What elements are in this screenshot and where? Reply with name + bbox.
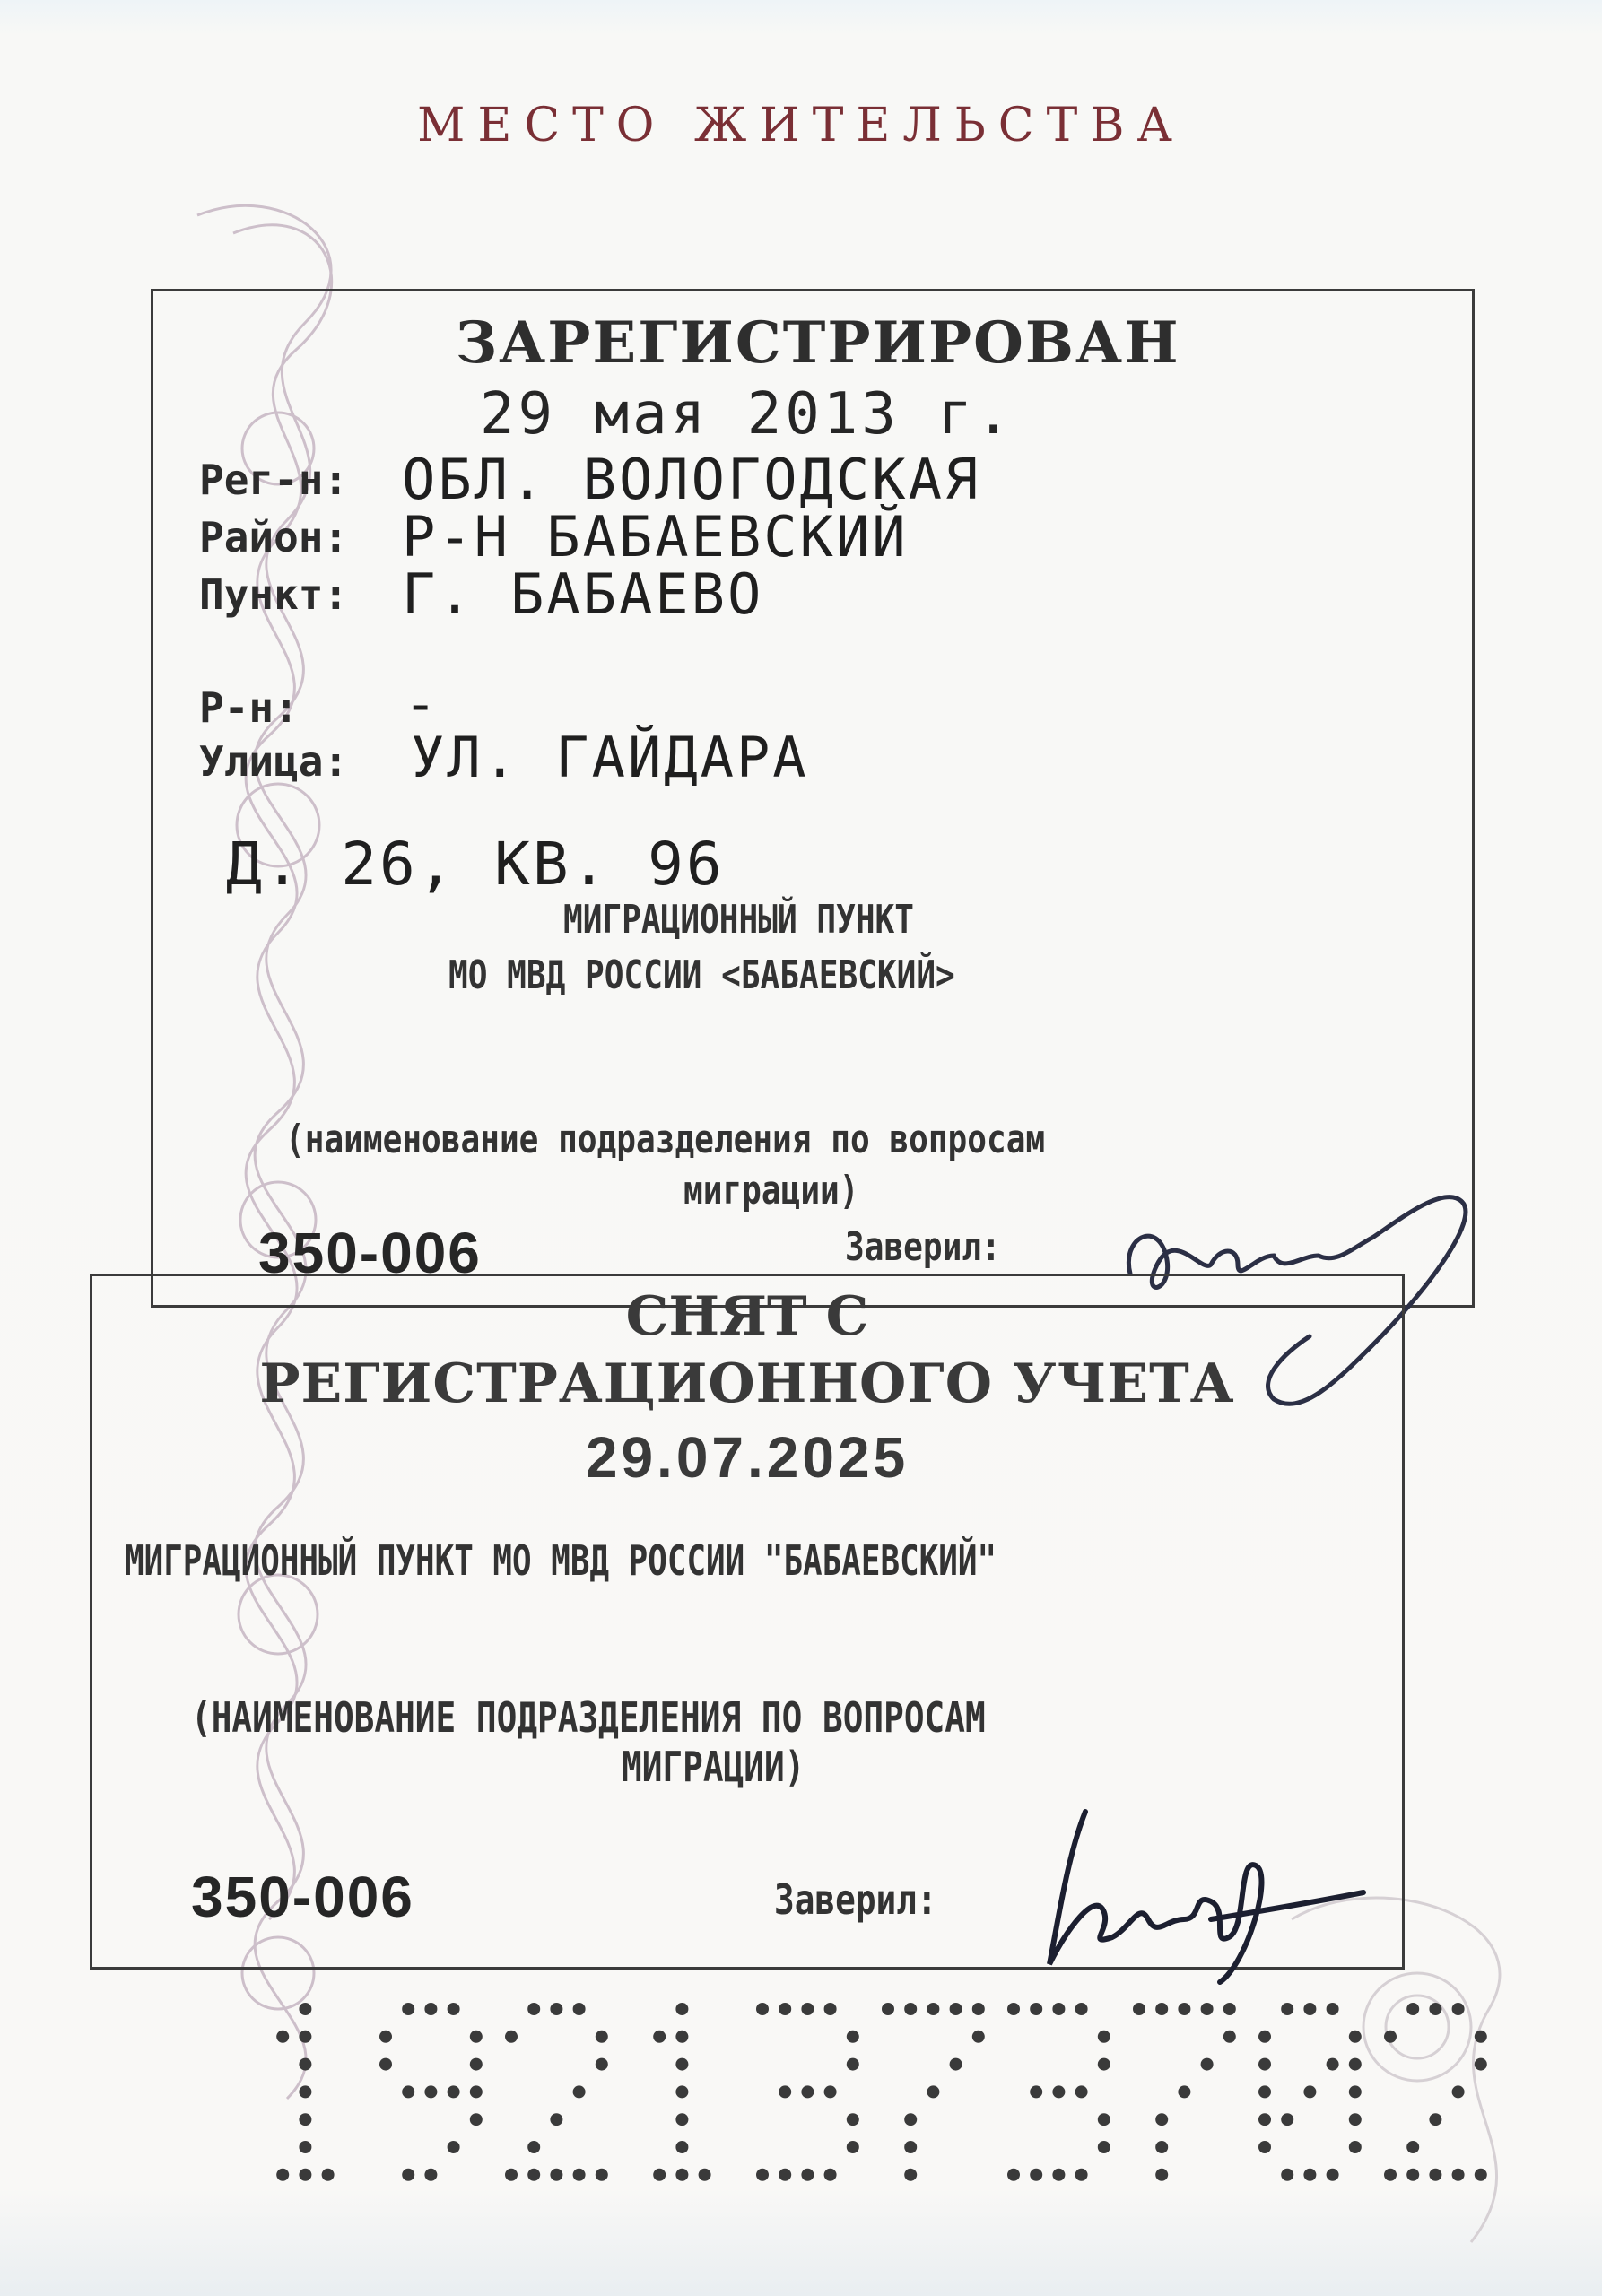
perforation-dot xyxy=(756,2169,769,2181)
perforation-dot xyxy=(847,2141,859,2153)
perforation-dot xyxy=(847,2113,859,2126)
deregistration-code: 350-006 xyxy=(191,1865,414,1929)
perforation-dot xyxy=(550,2003,562,2015)
perforation-dot xyxy=(402,2003,414,2015)
perforation-dot xyxy=(424,2169,437,2181)
field-label-subdistrict: Р-н: xyxy=(199,683,299,732)
registration-note-line-1: (наименование подразделения по вопросам xyxy=(285,1117,1046,1162)
perforation-dot xyxy=(1429,2003,1441,2015)
registration-date: 29 мая 2013 г. xyxy=(480,381,1014,448)
perforation-dot xyxy=(779,2169,791,2181)
perforation-dot xyxy=(847,2058,859,2071)
deregistration-authority: МИГРАЦИОННЫЙ ПУНКТ МО МВД РОССИИ "БАБАЕВСКИЙ" xyxy=(125,1536,997,1585)
perforation-dot xyxy=(470,2031,483,2043)
perforation-dot xyxy=(550,2169,562,2181)
perforation-dot xyxy=(824,2003,837,2015)
perforation-dot xyxy=(1349,2141,1362,2153)
house-apartment: Д. 26, КВ. 96 xyxy=(226,830,725,899)
perforation-dot xyxy=(1303,2085,1316,2098)
perforation-dot xyxy=(1349,2085,1362,2098)
perforation-dot xyxy=(505,2031,518,2043)
perforation-dot xyxy=(276,2169,289,2181)
perforation-dot xyxy=(801,2169,814,2181)
perforation-dot xyxy=(276,2031,289,2043)
perforation-dot xyxy=(904,2169,917,2181)
deregistration-date: 29.07.2025 xyxy=(585,1425,910,1490)
perforation-dot xyxy=(1030,2085,1042,2098)
perforation-dot xyxy=(1223,2031,1236,2043)
perforation-dot xyxy=(1406,2141,1419,2153)
perforation-dot xyxy=(1429,2113,1441,2126)
perforation-dot xyxy=(972,2003,985,2015)
perforation-dot xyxy=(470,2085,483,2098)
perforation-dot xyxy=(402,2085,414,2098)
field-label-region: Рег-н: xyxy=(199,456,349,504)
perforation-dot xyxy=(527,2003,540,2015)
perforation-dot xyxy=(1384,2031,1397,2043)
field-label-district: Район: xyxy=(199,513,349,561)
perforation-dot xyxy=(904,2141,917,2153)
perforation-dot xyxy=(653,2169,666,2181)
field-value-subdistrict: - xyxy=(404,671,440,736)
perforation-dot xyxy=(779,2003,791,2015)
perforation-dot xyxy=(1075,2085,1088,2098)
perforation-dot xyxy=(1258,2085,1271,2098)
authority-line-2: МО МВД РОССИИ <БАБАЕВСКИЙ> xyxy=(448,952,955,998)
perforation-dot xyxy=(596,2031,608,2043)
perforation-dot xyxy=(1349,2058,1362,2071)
perforation-dot xyxy=(779,2085,791,2098)
perforation-dot xyxy=(470,2058,483,2071)
perforation-dot xyxy=(527,2169,540,2181)
perforation-dot xyxy=(675,2141,688,2153)
signature-2 xyxy=(1032,1785,1372,2000)
perforation-dot xyxy=(653,2031,666,2043)
perforation-dot xyxy=(1475,2169,1487,2181)
perforation-dot xyxy=(847,2031,859,2043)
perforation-dot xyxy=(1258,2058,1271,2071)
perforation-dot xyxy=(904,2113,917,2126)
perforation-dot xyxy=(299,2141,311,2153)
field-value-district: Р-Н БАБАЕВСКИЙ xyxy=(402,504,909,570)
perforation-dot xyxy=(972,2031,985,2043)
perforation-dot xyxy=(448,2141,460,2153)
perforation-dot xyxy=(1178,2085,1190,2098)
perforation-dot xyxy=(1007,2169,1020,2181)
perforation-dot xyxy=(299,2113,311,2126)
perforation-dot xyxy=(756,2003,769,2015)
perforation-dot xyxy=(1384,2169,1397,2181)
perforation-dot xyxy=(1098,2113,1110,2126)
perforation-dot xyxy=(402,2169,414,2181)
perforation-dot xyxy=(824,2085,837,2098)
perforation-dot xyxy=(1075,2003,1088,2015)
perforation-dot xyxy=(1155,2169,1168,2181)
perforation-dot xyxy=(1258,2031,1271,2043)
perforation-dot xyxy=(1475,2031,1487,2043)
perforation-dot xyxy=(801,2085,814,2098)
perforation-dot xyxy=(1133,2003,1145,2015)
registration-certified-label: Заверил: xyxy=(845,1224,1001,1270)
deregistration-title-line-1: СНЯТ С xyxy=(625,1285,869,1348)
perforation-dot xyxy=(1475,2058,1487,2071)
perforation-dot xyxy=(1281,2169,1293,2181)
perforation-dot xyxy=(675,2003,688,2015)
perforation-dot xyxy=(675,2058,688,2071)
perforation-dot xyxy=(299,2085,311,2098)
perforation-dot xyxy=(675,2169,688,2181)
perforation-dot xyxy=(527,2141,540,2153)
perforation-dot xyxy=(675,2085,688,2098)
field-value-region: ОБЛ. ВОЛОГОДСКАЯ xyxy=(402,447,981,512)
perforation-dot xyxy=(1327,2003,1339,2015)
perforation-dot xyxy=(882,2003,894,2015)
perforation-dot xyxy=(904,2003,917,2015)
perforation-dot xyxy=(1406,2169,1419,2181)
perforation-dot xyxy=(1030,2003,1042,2015)
perforation-dot xyxy=(1155,2003,1168,2015)
perforation-dot xyxy=(1281,2113,1293,2126)
field-value-locality: Г. БАБАЕВО xyxy=(402,561,764,627)
perforation-dot xyxy=(1098,2058,1110,2071)
perforation-dot xyxy=(299,2058,311,2071)
perforation-dot xyxy=(1052,2085,1065,2098)
perforation-dot xyxy=(1406,2003,1419,2015)
deregistration-title-line-2: РЕГИСТРАЦИОННОГО УЧЕТА xyxy=(259,1352,1235,1415)
perforation-dot xyxy=(1223,2003,1236,2015)
deregistration-note-line-2: МИГРАЦИИ) xyxy=(622,1743,805,1791)
perforation-dot xyxy=(1007,2003,1020,2015)
perforation-dot xyxy=(950,2003,962,2015)
perforation-dot xyxy=(448,2085,460,2098)
perforation-dot xyxy=(1327,2169,1339,2181)
perforation-dot xyxy=(1155,2113,1168,2126)
perforation-dot xyxy=(1327,2058,1339,2071)
perforation-dot xyxy=(573,2085,586,2098)
perforation-dot xyxy=(1052,2003,1065,2015)
perforation-dot xyxy=(596,2058,608,2071)
perforation-dot xyxy=(505,2169,518,2181)
perforation-dot xyxy=(299,2169,311,2181)
perforation-dot xyxy=(1098,2031,1110,2043)
perforation-dot xyxy=(699,2169,711,2181)
perforation-dot xyxy=(424,2003,437,2015)
perforation-dot xyxy=(675,2113,688,2126)
perforation-dot xyxy=(470,2113,483,2126)
perforation-dot xyxy=(424,2085,437,2098)
perforation-dot xyxy=(379,2058,392,2071)
perforation-dot xyxy=(379,2031,392,2043)
perforation-dot xyxy=(596,2169,608,2181)
perforation-dot xyxy=(573,2003,586,2015)
registration-title: ЗАРЕГИСТРИРОВАН xyxy=(456,309,1180,377)
perforation-dot xyxy=(1178,2003,1190,2015)
field-label-locality: Пункт: xyxy=(199,570,349,619)
perforation-dot xyxy=(1349,2113,1362,2126)
perforation-dot xyxy=(1155,2141,1168,2153)
page-heading: МЕСТО ЖИТЕЛЬСТВА xyxy=(417,99,1185,152)
perforation-dot xyxy=(1258,2113,1271,2126)
perforation-dot xyxy=(1201,2003,1214,2015)
perforation-dot xyxy=(1258,2141,1271,2153)
perforation-dot xyxy=(1452,2085,1465,2098)
perforation-dot xyxy=(299,2003,311,2015)
perforation-dot xyxy=(1349,2031,1362,2043)
perforated-serial-number xyxy=(251,2000,1507,2215)
perforation-dot xyxy=(1201,2058,1214,2071)
registration-note-line-2: миграции) xyxy=(683,1168,859,1213)
perforation-dot xyxy=(801,2003,814,2015)
perforation-dot xyxy=(1075,2169,1088,2181)
perforation-dot xyxy=(550,2113,562,2126)
perforation-dot xyxy=(573,2169,586,2181)
perforation-dot xyxy=(448,2003,460,2015)
perforation-dot xyxy=(1030,2169,1042,2181)
authority-line-1: МИГРАЦИОННЫЙ ПУНКТ xyxy=(563,897,914,943)
perforation-dot xyxy=(1429,2169,1441,2181)
perforation-dot xyxy=(675,2031,688,2043)
perforation-dot xyxy=(1303,2003,1316,2015)
perforation-dot xyxy=(1052,2169,1065,2181)
perforation-dot xyxy=(322,2169,335,2181)
deregistration-certified-label: Заверил: xyxy=(774,1875,937,1924)
perforation-dot xyxy=(1452,2169,1465,2181)
deregistration-note-line-1: (НАИМЕНОВАНИЕ ПОДРАЗДЕЛЕНИЯ ПО ВОПРОСАМ xyxy=(191,1693,986,1742)
field-value-street: УЛ. ГАЙДАРА xyxy=(411,725,809,790)
field-label-street: Улица: xyxy=(199,737,349,786)
perforation-dot xyxy=(927,2085,939,2098)
perforation-dot xyxy=(299,2031,311,2043)
perforation-dot xyxy=(927,2003,939,2015)
perforation-dot xyxy=(1303,2169,1316,2181)
perforation-dot xyxy=(1098,2141,1110,2153)
perforation-dot xyxy=(950,2058,962,2071)
perforation-dot xyxy=(1281,2003,1293,2015)
perforation-dot xyxy=(824,2169,837,2181)
perforation-dot xyxy=(1452,2003,1465,2015)
registration-code: 350-006 xyxy=(258,1221,482,1285)
